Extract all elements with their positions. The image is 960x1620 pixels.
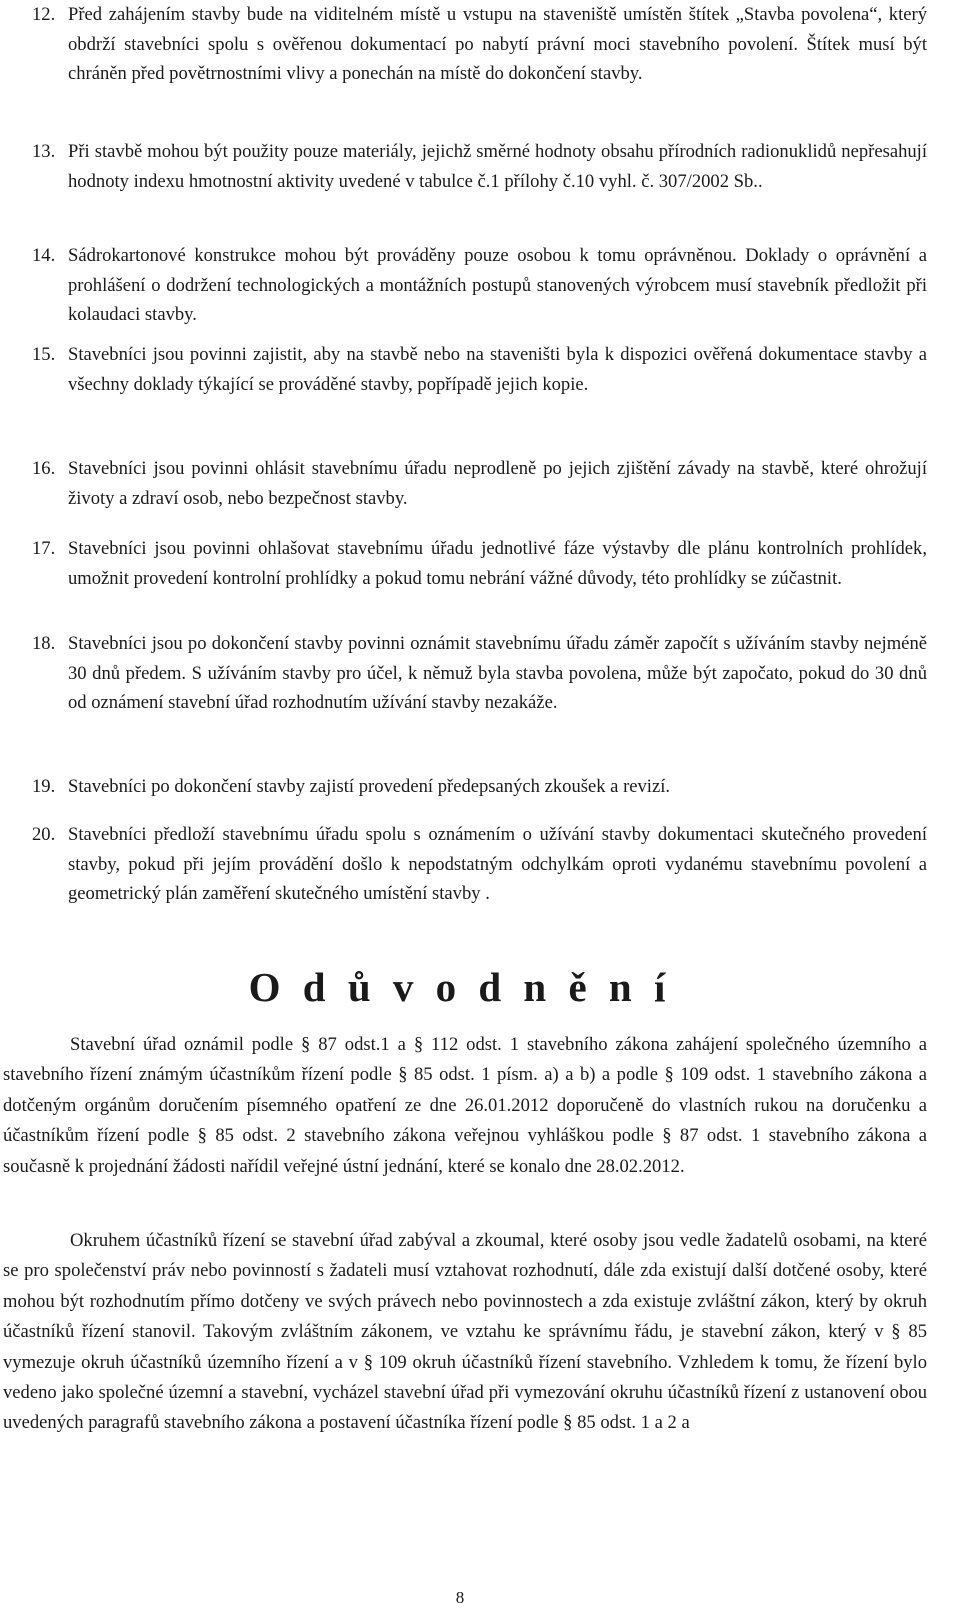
section-heading: O d ů v o d n ě n í <box>248 964 672 1010</box>
item-text: Stavebníci předloží stavebnímu úřadu spolu s oznámením o užívání stavby dokumentaci skutečného provedení stavby, pokud při jejím provádění došlo k nepodstatným odchylkám oproti vydanému stavebnímu povolení a geometrický plán zaměření skutečného umístění stavby . <box>68 824 927 904</box>
list-item <box>32 629 927 718</box>
item-text: Stavebníci jsou povinni ohlásit stavebnímu úřadu neprodleně po jejich zjištění závady na stavbě, které ohrožují životy a zdraví osob, nebo bezpečnost stavby. <box>68 458 927 509</box>
list-item <box>32 820 927 909</box>
item-text: Stavebníci po dokončení stavby zajistí provedení předepsaných zkoušek a revizí. <box>68 776 671 797</box>
list-item <box>32 454 927 513</box>
item-number: 13. <box>32 141 56 162</box>
item-number: 19. <box>32 776 56 797</box>
item-text: Stavebníci jsou povinni zajistit, aby na stavbě nebo na staveništi byla k dispozici ověřená dokumentace stavby a všechny doklady týkající se prováděné stavby, popřípadě jejich kopie. <box>68 344 927 395</box>
item-text: Stavebníci jsou po dokončení stavby povinni oznámit stavebnímu úřadu záměr započít s užíváním stavby nejméně 30 dnů předem. S užíváním stavby pro účel, k němuž byla stavba povolena, může být započato, pokud do 30 dnů od oznámení stavební úřad rozhodnutím užívání stavby nezakáže. <box>68 633 927 713</box>
list-item <box>32 772 927 802</box>
item-number: 20. <box>32 824 56 845</box>
item-text: Před zahájením stavby bude na viditelném místě u vstupu na staveniště umístěn štítek „Stavba povolena“, který obdrží stavebníci spolu s ověřenou dokumentací po nabytí právní moci stavebního povolení. Štítek musí být chráněn před povětrnostními vlivy a ponechán na místě do dokončení stavby. <box>68 4 927 84</box>
item-number: 14. <box>32 245 56 266</box>
list-item <box>32 137 927 196</box>
list-item <box>32 534 927 593</box>
list-item <box>32 241 927 330</box>
item-number: 17. <box>32 538 56 559</box>
item-text: Stavebníci jsou povinni ohlašovat stavebnímu úřadu jednotlivé fáze výstavby dle plánu kontrolních prohlídek, umožnit provedení kontrolní prohlídky a pokud tomu nebrání vážné důvody, této prohlídky se zúčastnit. <box>68 538 927 589</box>
page-number: 8 <box>455 1588 465 1607</box>
body-paragraph: Stavební úřad oznámil podle § 87 odst.1 a § 112 odst. 1 stavebního zákona zahájení společného územního a stavebního řízení známým účastníkům řízení podle § 85 odst. 1 písm. a) a b) a podle § 109 odst. 1 stavebního zákona a dotčeným orgánům doručením písemného opatření ze dne 26.01.2012 doporučeně do vlastních rukou na doručenku a účastníkům řízení podle § 85 odst. 2 stavebního zákona veřejnou vyhláškou podle § 87 odst. 1 stavebního zákona a současně k projednání žádosti nařídil veřejné ústní jednání, které se konalo dne 28.02.2012. <box>3 1034 927 1177</box>
body-paragraph: Okruhem účastníků řízení se stavební úřad zabýval a zkoumal, které osoby jsou vedle žadatelů osobami, na které se pro společenství práv nebo povinností s žadateli musí vztahovat rozhodnutí, dále zda existují další dotčené osoby, které mohou být rozhodnutím přímo dotčeny ve svých právech nebo povinnostech a zda existuje zvláštní zákon, který by okruh účastníků řízení stanovil. Takovým zvláštním zákonem, ve vztahu ke správnímu řádu, je stavební zákon, který v § 85 vymezuje okruh účastníků územního řízení a v § 109 okruh účastníků řízení stavebního. Vzhledem k tomu, že řízení bylo vedeno jako společné územní a stavební, vycházel stavební úřad při vymezování okruhu účastníků řízení z ustanovení obou uvedených paragrafů stavebního zákona a postavení účastníka řízení podle § 85 odst. 1 a 2 a <box>3 1230 927 1434</box>
item-text: Sádrokartonové konstrukce mohou být prováděny pouze osobou k tomu oprávněnou. Doklady o oprávnění a prohlášení o dodržení technologických a montážních postupů stanovených výrobcem musí stavebník předložit při kolaudaci stavby. <box>68 245 927 325</box>
item-text: Při stavbě mohou být použity pouze materiály, jejichž směrné hodnoty obsahu přírodních radionuklidů nepřesahují hodnoty indexu hmotnostní aktivity uvedené v tabulce č.1 přílohy č.10 vyhl. č. 307/2002 Sb.. <box>68 141 927 192</box>
item-number: 16. <box>32 458 56 479</box>
item-number: 18. <box>32 633 56 654</box>
list-item <box>32 340 927 399</box>
item-number: 15. <box>32 344 56 365</box>
item-number: 12. <box>32 4 56 25</box>
list-item <box>32 0 927 89</box>
